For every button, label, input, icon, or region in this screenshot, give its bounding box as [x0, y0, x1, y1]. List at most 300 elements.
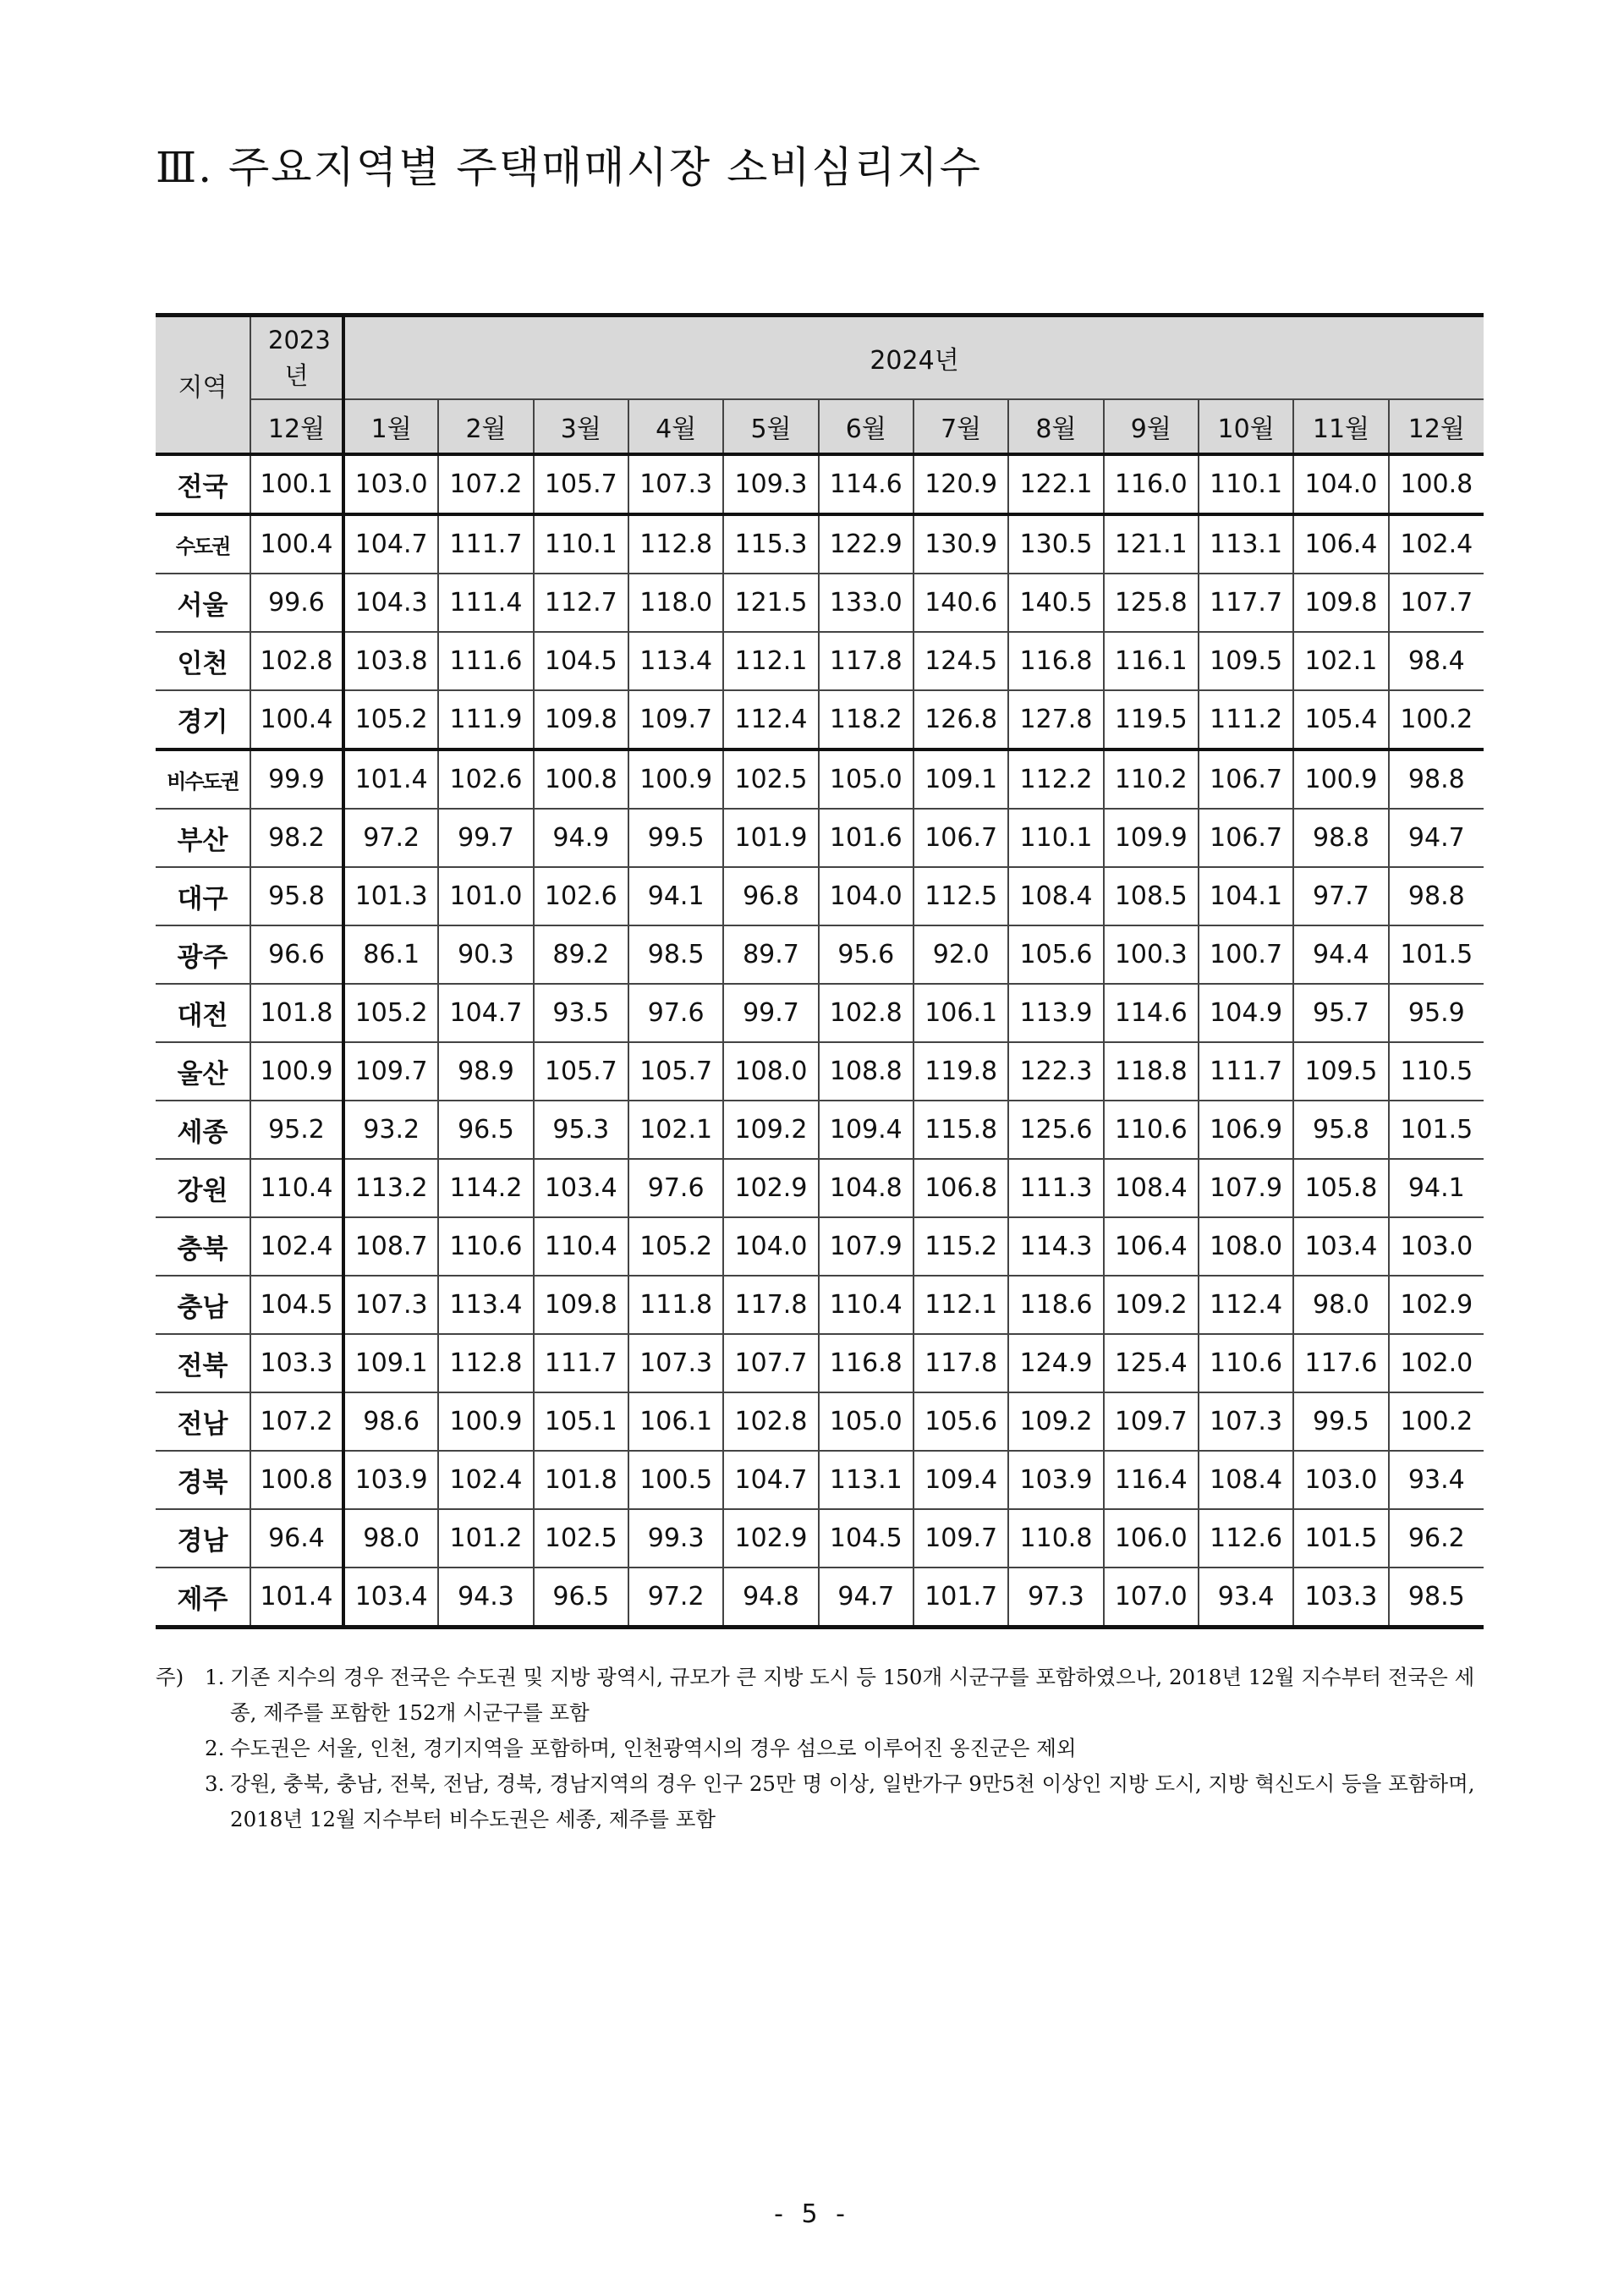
region-cell: 광주 [156, 925, 250, 984]
value-cell: 102.9 [723, 1159, 818, 1217]
value-cell: 122.9 [819, 514, 914, 574]
year-2023-header: 2023 년 [250, 316, 343, 400]
region-cell: 대구 [156, 867, 250, 925]
value-cell: 105.6 [1008, 925, 1103, 984]
value-cell: 110.4 [819, 1276, 914, 1334]
footnote-prefix [156, 1731, 205, 1766]
value-cell: 99.9 [250, 749, 343, 809]
value-cell: 95.3 [534, 1101, 628, 1159]
value-cell: 108.5 [1104, 867, 1199, 925]
value-cell: 108.8 [819, 1042, 914, 1101]
value-cell: 98.5 [1389, 1568, 1484, 1628]
value-cell: 125.8 [1104, 574, 1199, 632]
month-header: 6월 [819, 399, 914, 454]
value-cell: 105.2 [628, 1217, 723, 1276]
value-cell: 100.8 [534, 749, 628, 809]
value-cell: 118.2 [819, 690, 914, 749]
value-cell: 101.3 [343, 867, 438, 925]
value-cell: 106.1 [628, 1392, 723, 1451]
value-cell: 106.0 [1104, 1509, 1199, 1568]
footnote-item [156, 1731, 1484, 1766]
value-cell: 104.7 [438, 984, 533, 1042]
value-cell: 106.1 [914, 984, 1008, 1042]
value-cell: 98.0 [343, 1509, 438, 1568]
footnote-text: 수도권은 서울, 인천, 경기지역을 포함하며, 인천광역시의 경우 섬으로 이루어진 옹진군은 제외 [230, 1736, 1077, 1760]
region-cell: 전국 [156, 454, 250, 514]
value-cell: 108.4 [1199, 1451, 1293, 1509]
value-cell: 111.7 [438, 514, 533, 574]
value-cell: 110.4 [250, 1159, 343, 1217]
value-cell: 111.6 [438, 632, 533, 690]
value-cell: 90.3 [438, 925, 533, 984]
value-cell: 92.0 [914, 925, 1008, 984]
value-cell: 110.6 [1104, 1101, 1199, 1159]
table-row [156, 690, 1484, 749]
region-cell: 전북 [156, 1334, 250, 1392]
value-cell: 104.7 [723, 1451, 818, 1509]
value-cell: 101.2 [438, 1509, 533, 1568]
value-cell: 102.5 [723, 749, 818, 809]
value-cell: 103.0 [343, 454, 438, 514]
value-cell: 104.5 [534, 632, 628, 690]
value-cell: 101.4 [250, 1568, 343, 1628]
table-row [156, 1392, 1484, 1451]
month-header-row [156, 399, 1484, 454]
value-cell: 116.8 [1008, 632, 1103, 690]
value-cell: 111.4 [438, 574, 533, 632]
value-cell: 120.9 [914, 454, 1008, 514]
footnote-text: 강원, 충북, 충남, 전북, 전남, 경북, 경남지역의 경우 인구 25만 명 이상, 일반가구 9만5천 이상인 지방 도시, 지방 혁신도시 등을 포함하며, 2018년 12월 지수부터 비수도권은 세종, 제주를 포함 [230, 1771, 1475, 1831]
value-cell: 103.4 [1293, 1217, 1388, 1276]
region-cell: 충북 [156, 1217, 250, 1276]
table-row [156, 867, 1484, 925]
value-cell: 107.3 [628, 454, 723, 514]
value-cell: 94.1 [628, 867, 723, 925]
value-cell: 110.1 [1008, 809, 1103, 867]
page-title: Ⅲ. 주요지역별 주택매매시장 소비심리지수 [156, 143, 982, 192]
value-cell: 125.6 [1008, 1101, 1103, 1159]
value-cell: 96.5 [438, 1101, 533, 1159]
year-2024-header: 2024년 [343, 316, 1484, 400]
value-cell: 113.4 [628, 632, 723, 690]
value-cell: 102.8 [250, 632, 343, 690]
value-cell: 93.4 [1199, 1568, 1293, 1628]
value-cell: 100.3 [1104, 925, 1199, 984]
value-cell: 103.0 [1389, 1217, 1484, 1276]
value-cell: 103.3 [1293, 1568, 1388, 1628]
value-cell: 105.8 [1293, 1159, 1388, 1217]
table-row [156, 632, 1484, 690]
value-cell: 107.7 [1389, 574, 1484, 632]
table-row [156, 749, 1484, 809]
value-cell: 112.4 [723, 690, 818, 749]
value-cell: 101.6 [819, 809, 914, 867]
region-cell: 제주 [156, 1568, 250, 1628]
value-cell: 94.8 [723, 1568, 818, 1628]
value-cell: 114.6 [819, 454, 914, 514]
value-cell: 113.1 [819, 1451, 914, 1509]
table-row [156, 454, 1484, 514]
value-cell: 108.0 [1199, 1217, 1293, 1276]
value-cell: 104.5 [819, 1509, 914, 1568]
value-cell: 89.7 [723, 925, 818, 984]
value-cell: 100.4 [250, 514, 343, 574]
value-cell: 106.4 [1293, 514, 1388, 574]
footnote-prefix: 주) [156, 1665, 184, 1689]
value-cell: 106.7 [914, 809, 1008, 867]
value-cell: 105.2 [343, 984, 438, 1042]
value-cell: 107.7 [723, 1334, 818, 1392]
value-cell: 107.9 [819, 1217, 914, 1276]
value-cell: 119.8 [914, 1042, 1008, 1101]
footnote-item [156, 1660, 1484, 1731]
consumer-sentiment-table [156, 313, 1484, 1629]
value-cell: 98.8 [1293, 809, 1388, 867]
value-cell: 94.7 [1389, 809, 1484, 867]
value-cell: 103.4 [343, 1568, 438, 1628]
value-cell: 116.4 [1104, 1451, 1199, 1509]
value-cell: 100.9 [1293, 749, 1388, 809]
value-cell: 103.4 [534, 1159, 628, 1217]
value-cell: 108.4 [1104, 1159, 1199, 1217]
table-row [156, 1509, 1484, 1568]
value-cell: 101.5 [1293, 1509, 1388, 1568]
value-cell: 104.5 [250, 1276, 343, 1334]
month-header: 11월 [1293, 399, 1388, 454]
value-cell: 126.8 [914, 690, 1008, 749]
value-cell: 109.7 [343, 1042, 438, 1101]
table-row [156, 984, 1484, 1042]
value-cell: 109.2 [1104, 1276, 1199, 1334]
value-cell: 106.7 [1199, 809, 1293, 867]
value-cell: 118.6 [1008, 1276, 1103, 1334]
region-cell: 전남 [156, 1392, 250, 1451]
month-header: 5월 [723, 399, 818, 454]
value-cell: 114.2 [438, 1159, 533, 1217]
footnotes [156, 1660, 1484, 1837]
value-cell: 110.1 [534, 514, 628, 574]
footnote-text: 기존 지수의 경우 전국은 수도권 및 지방 광역시, 규모가 큰 지방 도시 등 150개 시군구를 포함하였으나, 2018년 12월 지수부터 전국은 세종, 제주를 포함한 152개 시군구를 포함 [230, 1665, 1475, 1725]
value-cell: 98.4 [1389, 632, 1484, 690]
value-cell: 113.1 [1199, 514, 1293, 574]
value-cell: 95.8 [1293, 1101, 1388, 1159]
value-cell: 109.2 [723, 1101, 818, 1159]
value-cell: 101.8 [534, 1451, 628, 1509]
value-cell: 105.7 [628, 1042, 723, 1101]
value-cell: 96.8 [723, 867, 818, 925]
value-cell: 109.7 [914, 1509, 1008, 1568]
value-cell: 101.0 [438, 867, 533, 925]
value-cell: 102.9 [1389, 1276, 1484, 1334]
value-cell: 109.1 [343, 1334, 438, 1392]
footnote-number: 1. [205, 1665, 225, 1689]
value-cell: 114.3 [1008, 1217, 1103, 1276]
value-cell: 116.8 [819, 1334, 914, 1392]
footnote-number: 2. [205, 1736, 225, 1760]
value-cell: 106.7 [1199, 749, 1293, 809]
month-header: 12월 [1389, 399, 1484, 454]
value-cell: 111.9 [438, 690, 533, 749]
value-cell: 104.7 [343, 514, 438, 574]
value-cell: 100.9 [438, 1392, 533, 1451]
value-cell: 105.6 [914, 1392, 1008, 1451]
month-header: 12월 [250, 399, 343, 454]
value-cell: 110.6 [438, 1217, 533, 1276]
value-cell: 117.8 [819, 632, 914, 690]
value-cell: 101.4 [343, 749, 438, 809]
region-cell: 서울 [156, 574, 250, 632]
table-row [156, 1568, 1484, 1628]
value-cell: 105.2 [343, 690, 438, 749]
region-cell: 강원 [156, 1159, 250, 1217]
month-header: 7월 [914, 399, 1008, 454]
footnote-item [156, 1766, 1484, 1837]
value-cell: 93.2 [343, 1101, 438, 1159]
value-cell: 105.4 [1293, 690, 1388, 749]
value-cell: 127.8 [1008, 690, 1103, 749]
value-cell: 116.0 [1104, 454, 1199, 514]
value-cell: 101.8 [250, 984, 343, 1042]
month-header: 1월 [343, 399, 438, 454]
value-cell: 109.7 [1104, 1392, 1199, 1451]
value-cell: 116.1 [1104, 632, 1199, 690]
value-cell: 122.3 [1008, 1042, 1103, 1101]
value-cell: 95.7 [1293, 984, 1388, 1042]
value-cell: 97.2 [628, 1568, 723, 1628]
region-cell: 충남 [156, 1276, 250, 1334]
region-cell: 울산 [156, 1042, 250, 1101]
value-cell: 99.3 [628, 1509, 723, 1568]
value-cell: 99.6 [250, 574, 343, 632]
value-cell: 102.4 [250, 1217, 343, 1276]
value-cell: 100.8 [1389, 454, 1484, 514]
value-cell: 94.1 [1389, 1159, 1484, 1217]
value-cell: 101.9 [723, 809, 818, 867]
value-cell: 95.8 [250, 867, 343, 925]
value-cell: 104.3 [343, 574, 438, 632]
value-cell: 86.1 [343, 925, 438, 984]
region-cell: 수도권 [156, 514, 250, 574]
value-cell: 117.8 [723, 1276, 818, 1334]
value-cell: 103.9 [343, 1451, 438, 1509]
value-cell: 110.2 [1104, 749, 1199, 809]
table-row [156, 1042, 1484, 1101]
value-cell: 100.2 [1389, 1392, 1484, 1451]
value-cell: 110.1 [1199, 454, 1293, 514]
value-cell: 110.5 [1389, 1042, 1484, 1101]
value-cell: 103.8 [343, 632, 438, 690]
value-cell: 98.6 [343, 1392, 438, 1451]
value-cell: 108.7 [343, 1217, 438, 1276]
value-cell: 97.7 [1293, 867, 1388, 925]
value-cell: 109.8 [534, 690, 628, 749]
value-cell: 112.8 [628, 514, 723, 574]
value-cell: 100.7 [1199, 925, 1293, 984]
value-cell: 105.7 [534, 454, 628, 514]
value-cell: 117.8 [914, 1334, 1008, 1392]
value-cell: 102.4 [438, 1451, 533, 1509]
value-cell: 125.4 [1104, 1334, 1199, 1392]
value-cell: 104.0 [723, 1217, 818, 1276]
table-row [156, 514, 1484, 574]
value-cell: 96.4 [250, 1509, 343, 1568]
table-row [156, 809, 1484, 867]
value-cell: 102.8 [723, 1392, 818, 1451]
value-cell: 98.5 [628, 925, 723, 984]
value-cell: 102.1 [1293, 632, 1388, 690]
month-header: 10월 [1199, 399, 1293, 454]
region-cell: 인천 [156, 632, 250, 690]
value-cell: 109.4 [914, 1451, 1008, 1509]
value-cell: 95.2 [250, 1101, 343, 1159]
value-cell: 99.7 [438, 809, 533, 867]
value-cell: 122.1 [1008, 454, 1103, 514]
value-cell: 104.0 [819, 867, 914, 925]
value-cell: 112.4 [1199, 1276, 1293, 1334]
value-cell: 105.1 [534, 1392, 628, 1451]
value-cell: 96.6 [250, 925, 343, 984]
value-cell: 121.5 [723, 574, 818, 632]
value-cell: 114.6 [1104, 984, 1199, 1042]
month-header: 4월 [628, 399, 723, 454]
value-cell: 107.3 [343, 1276, 438, 1334]
value-cell: 109.5 [1199, 632, 1293, 690]
value-cell: 112.7 [534, 574, 628, 632]
month-header: 2월 [438, 399, 533, 454]
table-row [156, 1217, 1484, 1276]
value-cell: 109.8 [534, 1276, 628, 1334]
value-cell: 104.8 [819, 1159, 914, 1217]
value-cell: 109.2 [1008, 1392, 1103, 1451]
value-cell: 99.5 [628, 809, 723, 867]
value-cell: 102.0 [1389, 1334, 1484, 1392]
value-cell: 110.6 [1199, 1334, 1293, 1392]
value-cell: 113.2 [343, 1159, 438, 1217]
value-cell: 113.4 [438, 1276, 533, 1334]
value-cell: 95.9 [1389, 984, 1484, 1042]
value-cell: 96.2 [1389, 1509, 1484, 1568]
value-cell: 89.2 [534, 925, 628, 984]
value-cell: 97.3 [1008, 1568, 1103, 1628]
value-cell: 108.0 [723, 1042, 818, 1101]
value-cell: 118.8 [1104, 1042, 1199, 1101]
value-cell: 111.7 [534, 1334, 628, 1392]
value-cell: 111.3 [1008, 1159, 1103, 1217]
region-cell: 경남 [156, 1509, 250, 1568]
value-cell: 97.2 [343, 809, 438, 867]
value-cell: 100.9 [250, 1042, 343, 1101]
value-cell: 109.1 [914, 749, 1008, 809]
value-cell: 98.8 [1389, 867, 1484, 925]
value-cell: 102.1 [628, 1101, 723, 1159]
value-cell: 104.1 [1199, 867, 1293, 925]
value-cell: 98.2 [250, 809, 343, 867]
month-header: 3월 [534, 399, 628, 454]
value-cell: 98.9 [438, 1042, 533, 1101]
value-cell: 93.5 [534, 984, 628, 1042]
value-cell: 96.5 [534, 1568, 628, 1628]
value-cell: 101.5 [1389, 1101, 1484, 1159]
value-cell: 105.0 [819, 749, 914, 809]
value-cell: 112.1 [723, 632, 818, 690]
value-cell: 110.4 [534, 1217, 628, 1276]
value-cell: 102.6 [534, 867, 628, 925]
value-cell: 93.4 [1389, 1451, 1484, 1509]
value-cell: 112.2 [1008, 749, 1103, 809]
value-cell: 102.8 [819, 984, 914, 1042]
value-cell: 104.9 [1199, 984, 1293, 1042]
region-header: 지역 [156, 316, 250, 455]
value-cell: 103.0 [1293, 1451, 1388, 1509]
value-cell: 98.0 [1293, 1276, 1388, 1334]
region-cell: 부산 [156, 809, 250, 867]
value-cell: 113.9 [1008, 984, 1103, 1042]
value-cell: 102.9 [723, 1509, 818, 1568]
value-cell: 102.4 [1389, 514, 1484, 574]
region-cell: 대전 [156, 984, 250, 1042]
value-cell: 100.4 [250, 690, 343, 749]
value-cell: 100.5 [628, 1451, 723, 1509]
table-row [156, 1334, 1484, 1392]
footnote-number: 3. [205, 1771, 225, 1796]
table-row [156, 1101, 1484, 1159]
month-header: 8월 [1008, 399, 1103, 454]
value-cell: 109.8 [1293, 574, 1388, 632]
value-cell: 108.4 [1008, 867, 1103, 925]
value-cell: 94.7 [819, 1568, 914, 1628]
value-cell: 101.7 [914, 1568, 1008, 1628]
value-cell: 102.5 [534, 1509, 628, 1568]
value-cell: 107.0 [1104, 1568, 1199, 1628]
value-cell: 124.5 [914, 632, 1008, 690]
value-cell: 112.8 [438, 1334, 533, 1392]
value-cell: 112.1 [914, 1276, 1008, 1334]
month-header: 9월 [1104, 399, 1199, 454]
table-row [156, 574, 1484, 632]
table-body [156, 454, 1484, 1628]
value-cell: 117.7 [1199, 574, 1293, 632]
value-cell: 107.2 [438, 454, 533, 514]
value-cell: 111.2 [1199, 690, 1293, 749]
table-row [156, 925, 1484, 984]
value-cell: 105.0 [819, 1392, 914, 1451]
value-cell: 105.7 [534, 1042, 628, 1101]
value-cell: 115.2 [914, 1217, 1008, 1276]
value-cell: 119.5 [1104, 690, 1199, 749]
value-cell: 97.6 [628, 984, 723, 1042]
table-row [156, 1159, 1484, 1217]
value-cell: 94.4 [1293, 925, 1388, 984]
value-cell: 109.5 [1293, 1042, 1388, 1101]
value-cell: 107.3 [1199, 1392, 1293, 1451]
value-cell: 111.8 [628, 1276, 723, 1334]
value-cell: 130.5 [1008, 514, 1103, 574]
value-cell: 100.9 [628, 749, 723, 809]
value-cell: 100.2 [1389, 690, 1484, 749]
value-cell: 99.7 [723, 984, 818, 1042]
value-cell: 118.0 [628, 574, 723, 632]
table-row [156, 1276, 1484, 1334]
value-cell: 97.6 [628, 1159, 723, 1217]
value-cell: 115.8 [914, 1101, 1008, 1159]
region-cell: 경북 [156, 1451, 250, 1509]
value-cell: 109.4 [819, 1101, 914, 1159]
value-cell: 117.6 [1293, 1334, 1388, 1392]
value-cell: 101.5 [1389, 925, 1484, 984]
value-cell: 104.0 [1293, 454, 1388, 514]
value-cell: 111.7 [1199, 1042, 1293, 1101]
value-cell: 99.5 [1293, 1392, 1388, 1451]
